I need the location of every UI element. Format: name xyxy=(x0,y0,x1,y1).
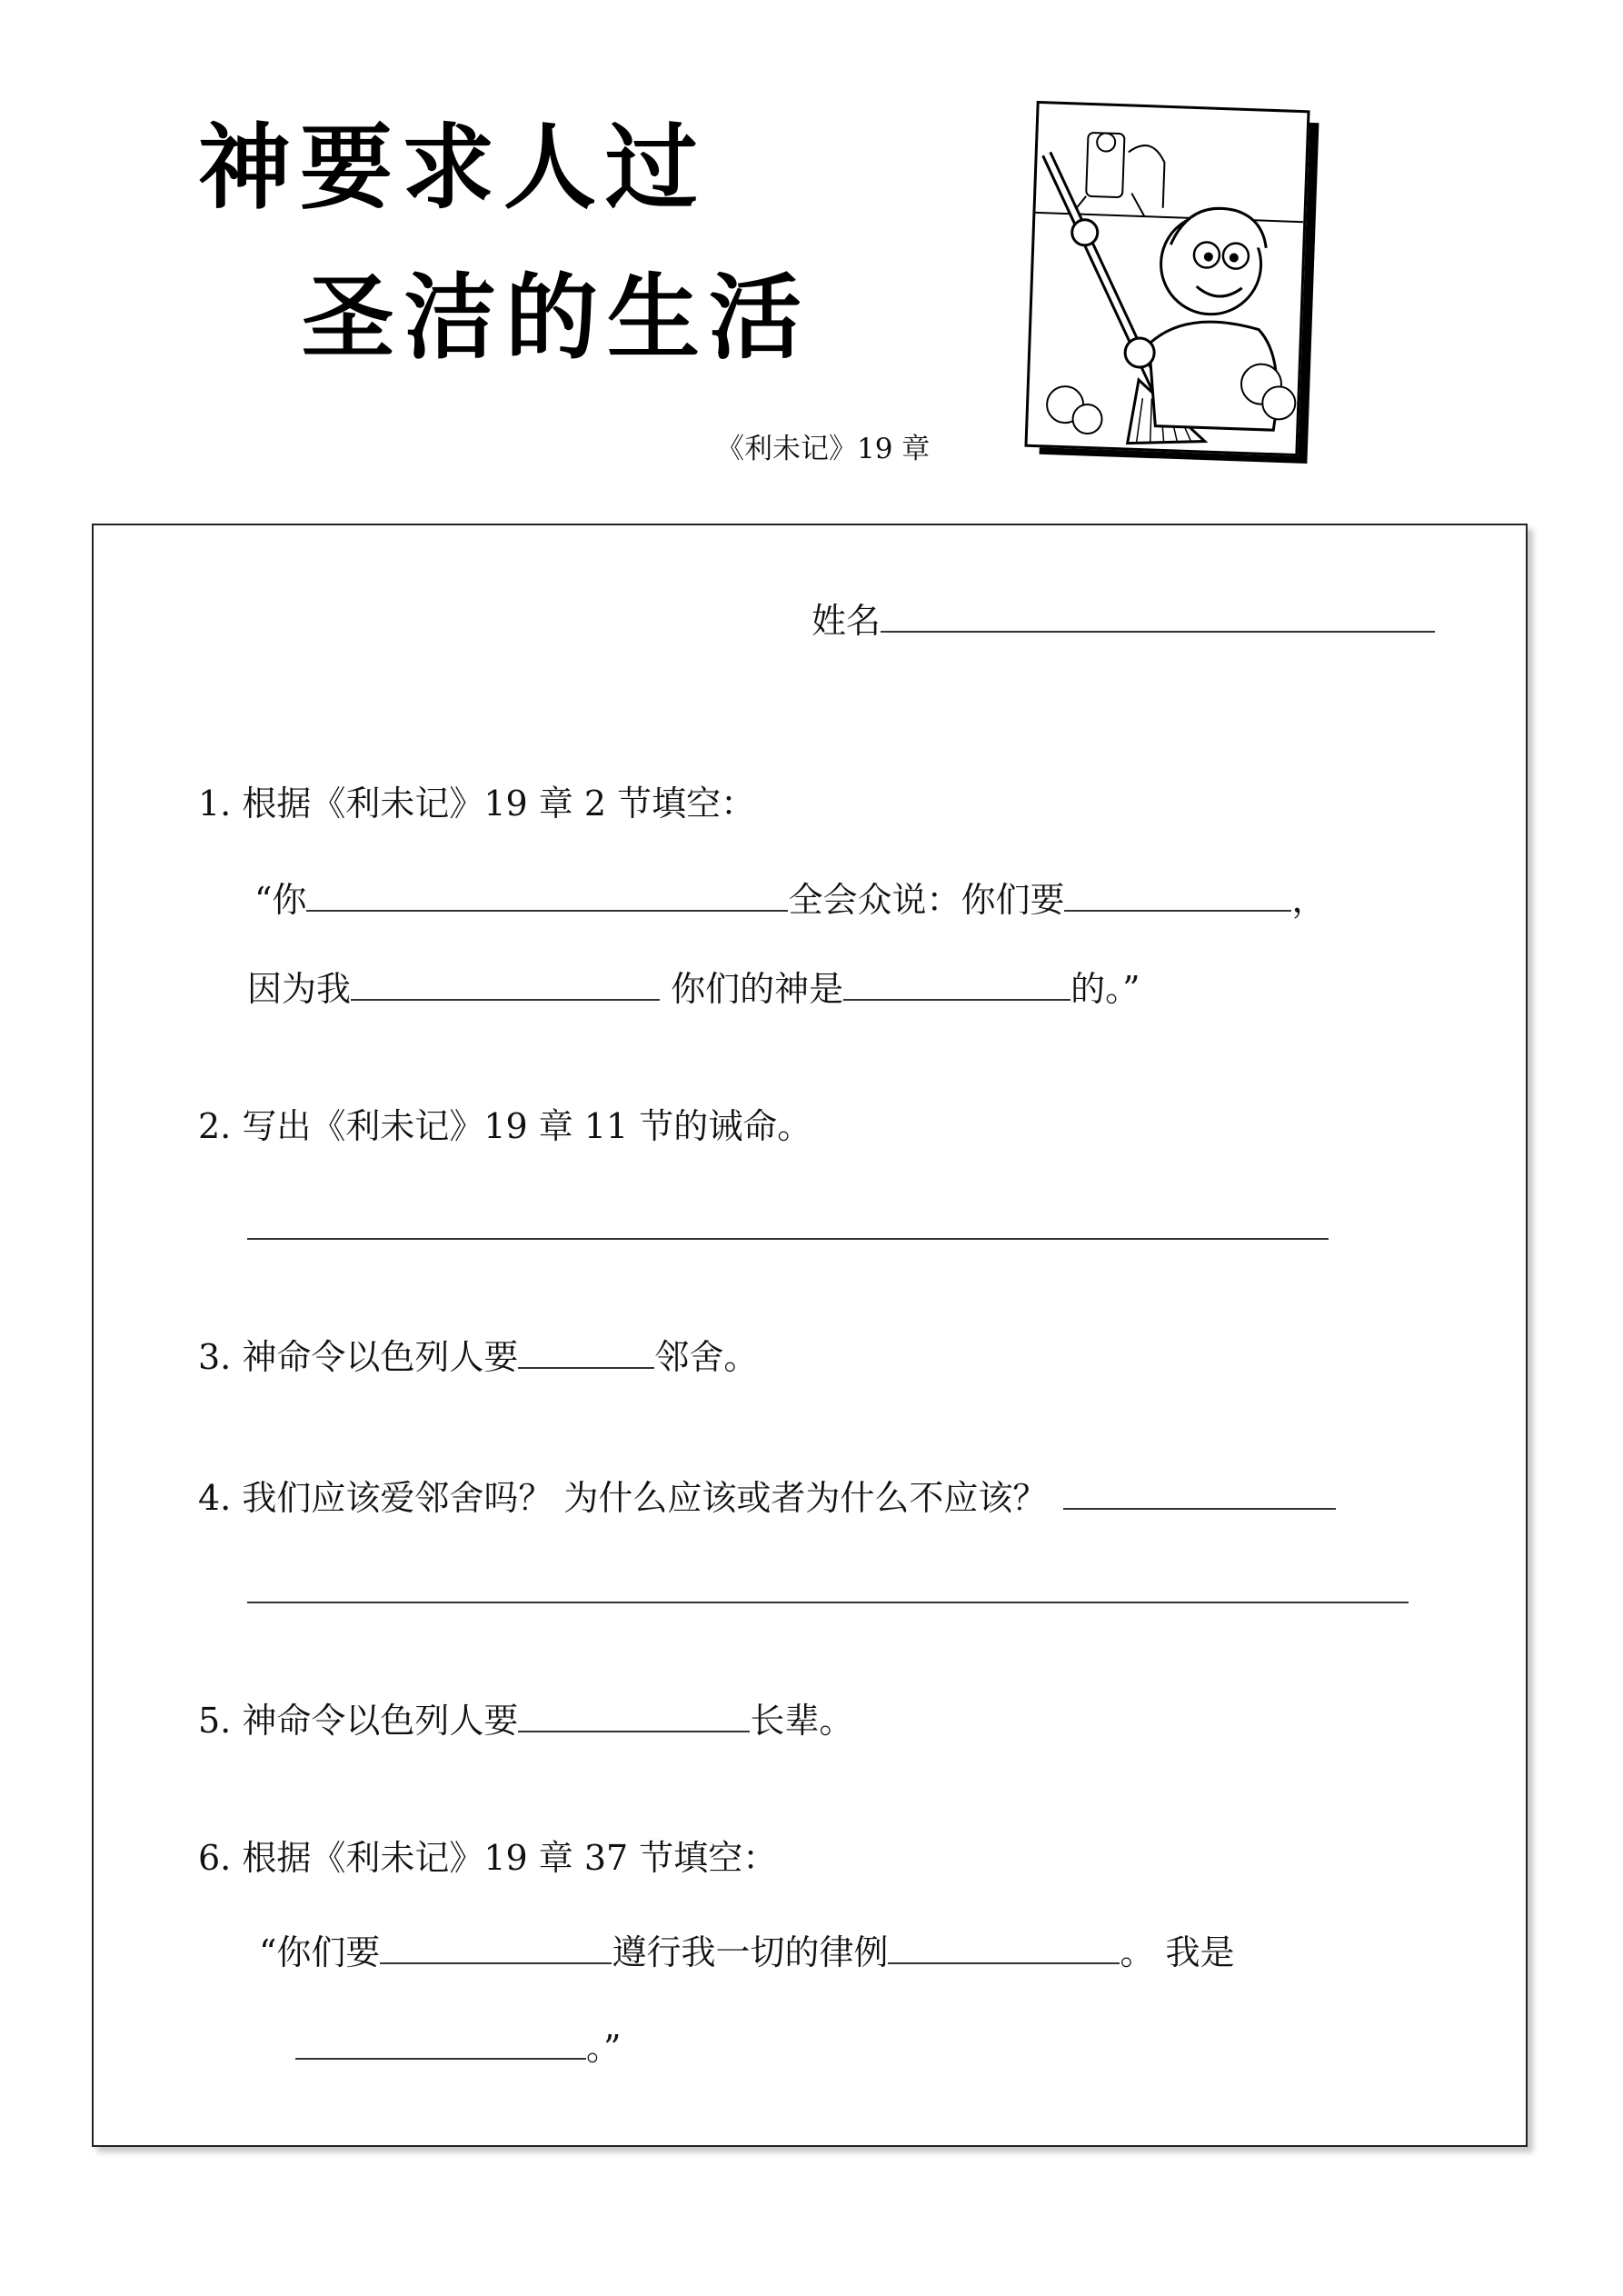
q6-text-d: 。” xyxy=(586,2028,622,2068)
q1-blank-1[interactable] xyxy=(306,879,788,912)
question-3-line xyxy=(198,1336,759,1377)
title-line-1: 神要求人过 xyxy=(198,115,707,223)
question-5-line xyxy=(198,1700,854,1741)
question-1-line-2 xyxy=(247,968,1140,1009)
q1-text-a: “你 xyxy=(254,880,307,920)
q1-text-f: 的。” xyxy=(1070,969,1140,1009)
q3-text-b: 邻舍。 xyxy=(654,1337,759,1377)
q5-text-b: 长辈。 xyxy=(750,1701,854,1741)
q4-answer-line[interactable] xyxy=(247,1602,1409,1603)
q1-text-e: 你们的神是 xyxy=(660,969,844,1009)
name-field[interactable] xyxy=(881,600,1435,633)
q6-text-a: “你们要 xyxy=(259,1932,381,1972)
q5-blank[interactable] xyxy=(518,1700,750,1732)
title-line-2: 圣洁的生活 xyxy=(302,265,811,373)
q1-blank-4[interactable] xyxy=(843,968,1070,1001)
q4-text: 4. 我们应该爱邻舍吗？ 为什么应该或者为什么不应该？ xyxy=(198,1478,1048,1518)
q1-text-c: ， xyxy=(1291,880,1327,920)
name-row xyxy=(812,600,1435,641)
q3-text-a: 3. 神命令以色列人要 xyxy=(198,1337,519,1377)
question-6-line-2 xyxy=(295,2027,622,2068)
q6-blank-3[interactable] xyxy=(295,2027,586,2060)
q1-text-b: 全会众说：你们要 xyxy=(788,880,1065,920)
q2-answer-line[interactable] xyxy=(247,1238,1329,1240)
worksheet-frame xyxy=(92,524,1528,2147)
q6-blank-2[interactable] xyxy=(888,1932,1120,1964)
q5-text-a: 5. 神命令以色列人要 xyxy=(198,1701,519,1741)
question-4-line xyxy=(198,1477,1336,1518)
q1-blank-3[interactable] xyxy=(351,968,660,1001)
q4-blank-1[interactable] xyxy=(1063,1477,1336,1510)
q1-text-d: 因为我 xyxy=(247,969,352,1009)
question-6-prompt: 6. 根据《利未记》19 章 37 节填空： xyxy=(198,1838,778,1878)
q6-text-b: 遵行我一切的律例 xyxy=(612,1932,889,1972)
question-1-prompt: 1. 根据《利未记》19 章 2 节填空： xyxy=(198,784,756,824)
question-1-line-1 xyxy=(254,879,1327,920)
boy-sweeping-illustration-icon xyxy=(1024,101,1309,456)
question-2-prompt: 2. 写出《利未记》19 章 11 节的诫命。 xyxy=(198,1106,812,1146)
q6-blank-1[interactable] xyxy=(380,1932,612,1964)
q6-text-c: 。 我是 xyxy=(1120,1932,1235,1972)
name-label: 姓名 xyxy=(812,601,881,641)
question-6-line-1 xyxy=(259,1932,1235,1970)
q1-blank-2[interactable] xyxy=(1064,879,1291,912)
q3-blank[interactable] xyxy=(518,1336,654,1369)
scripture-reference: 《利未记》19 章 xyxy=(716,433,931,465)
